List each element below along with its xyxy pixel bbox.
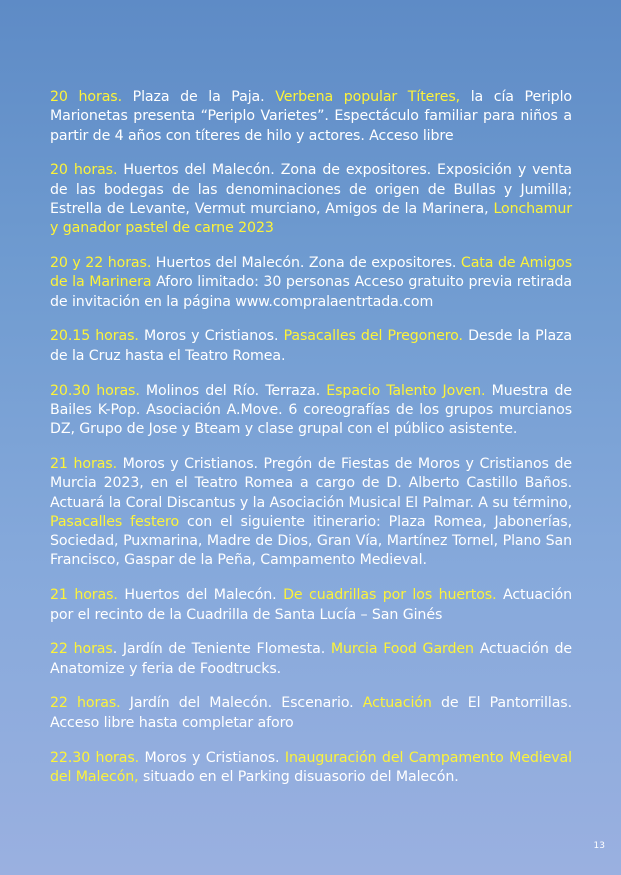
event-entry <box>50 749 572 788</box>
event-entry <box>50 327 572 366</box>
event-description: Actuación de Anatomize y feria de Foodtrucks. <box>50 641 572 677</box>
event-title: Pasacalles del Pregonero. <box>283 328 463 345</box>
event-entry <box>50 254 572 312</box>
event-time: 21 horas. <box>50 587 118 604</box>
event-time: 22.30 horas. <box>50 749 140 766</box>
event-title: Verbena popular Títeres, <box>275 89 471 105</box>
event-description: Muestra de Bailes K-Pop. Asociación A.Move. 6 coreografías de los grupos murcianos DZ, Grupo de Jose y Bteam y clase grupal con el público asistente. <box>50 382 572 438</box>
event-entry <box>50 694 572 733</box>
event-place: Moros y Cristianos. Pregón de Fiestas de Moros y Cristianos de Murcia 2023, en el Teatro Romea a cargo de D. Alberto Castillo Baños. Actuará la Coral Discantus y la Asociación Musical El Palmar. A su término, <box>50 455 572 511</box>
event-title: Lonchamur y ganador pastel de carne 2023 <box>50 200 572 237</box>
event-description: Desde la Plaza de la Cruz hasta el Teatro Romea. <box>50 328 572 364</box>
event-place: Huertos del Malecón. <box>117 587 284 604</box>
page-number: 13 <box>593 841 605 851</box>
event-place: Huertos del Malecón. Zona de expositores. <box>151 255 461 272</box>
event-place: Plaza de la Paja. <box>121 89 276 105</box>
event-title: Murcia Food Garden <box>330 641 474 658</box>
event-title: Espacio Talento Joven. <box>326 382 486 399</box>
event-entry <box>50 586 572 625</box>
event-entry <box>50 382 572 440</box>
event-time: 20 horas. <box>50 89 122 105</box>
event-time: 20 y 22 horas. <box>50 255 152 272</box>
event-entry <box>50 88 572 146</box>
event-time: 20 horas. <box>50 162 118 179</box>
event-description: situado en el Parking disuasorio del Malecón. <box>138 768 459 785</box>
event-entry <box>50 455 572 571</box>
event-description: de El Pantorrillas. Acceso libre hasta completar aforo <box>50 695 572 731</box>
event-entry <box>50 640 572 679</box>
event-title: Actuación <box>362 695 432 712</box>
event-title: Cata de Amigos de la Marinera <box>50 255 572 291</box>
event-time: 22 horas. <box>50 695 121 712</box>
event-time: 21 horas. <box>50 455 117 472</box>
event-description: con el siguiente itinerario: Plaza Romea, Jabonerías, Sociedad, Puxmarina, Madre de Dios, Gran Vía, Martínez Tornel, Plano San Francisco, Gaspar de la Peña, Campamento Medieval. <box>50 513 573 569</box>
event-place: Jardín del Malecón. Escenario. <box>120 695 363 712</box>
event-time: 20.15 horas. <box>50 328 139 345</box>
event-title: Pasacalles festero <box>50 513 180 530</box>
event-time: 22 horas <box>50 641 113 658</box>
event-place: Moros y Cristianos. <box>139 749 285 766</box>
event-description: la cía Periplo Marionetas presenta “Periplo Varietes”. Espectáculo familiar para niños a partir de 4 años con títeres de hilo y actores. Acceso libre <box>50 89 572 144</box>
event-description: Actuación por el recinto de la Cuadrilla de Santa Lucía – San Ginés <box>50 587 572 623</box>
event-description: Aforo limitado: 30 personas Acceso gratuito previa retirada de invitación en la página www.compralaentrtada.com <box>50 274 572 310</box>
event-place: Molinos del Río. Terraza. <box>139 382 327 399</box>
event-entry <box>50 161 572 238</box>
event-place: . Jardín de Teniente Flomesta. <box>112 641 331 658</box>
events-list <box>50 88 572 803</box>
event-title: De cuadrillas por los huertos. <box>283 587 497 604</box>
event-time: 20.30 horas. <box>50 382 140 399</box>
event-title: Inauguración del Campamento Medieval del Malecón, <box>50 749 572 785</box>
event-place: Moros y Cristianos. <box>138 328 284 345</box>
event-place: Huertos del Malecón. Zona de expositores. Exposición y venta de las bodegas de las denominaciones de origen de Bullas y Jumilla; Estrella de Levante, Vermut murciano, Amigos de la Marinera, <box>50 162 572 217</box>
